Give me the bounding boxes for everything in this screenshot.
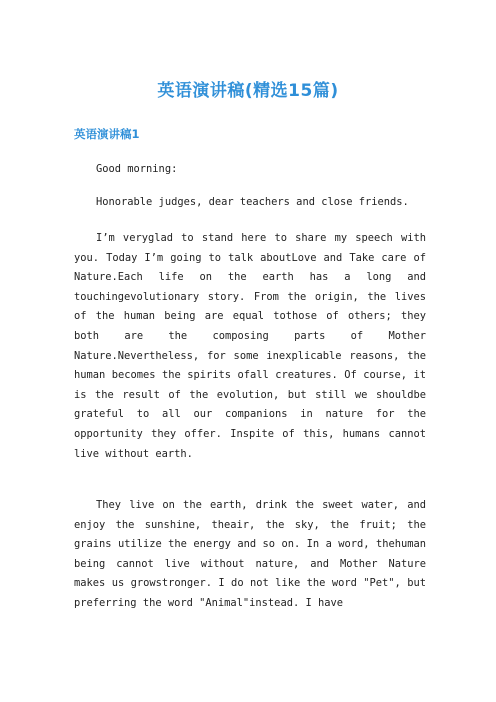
paragraph-greeting: Good morning: — [96, 163, 178, 175]
section-heading: 英语演讲稿1 — [74, 127, 140, 141]
paragraph-body-1: I’m veryglad to stand here to share my speech with you. Today I’m going to talk aboutLove and Take care of Nature.Each life on the earth has a long and touchingevolutionary story. From the origin, the lives of the human being are equal tothose of others; they both are the composing parts of Mother Nature.Nevertheless, for some inexplicable reasons, the human becomes the spirits ofall creatures. Of course, it is the result of the evolution, but still we shouldbe grateful to all our companions in nature for the opportunity they offer. Inspite of this, humans cannot live without earth. — [74, 232, 426, 460]
paragraph-address: Honorable judges, dear teachers and close friends. — [96, 196, 409, 208]
paragraph-body-2: They live on the earth, drink the sweet water, and enjoy the sunshine, theair, the sky, the fruit; the grains utilize the energy and so on. In a word, thehuman being cannot live without nature, and Mother Nature makes us growstronger. I do not like the word "Pet", but preferring the word "Animal"instead. I have — [74, 499, 426, 609]
document-title: 英语演讲稿(精选15篇) — [157, 81, 339, 101]
